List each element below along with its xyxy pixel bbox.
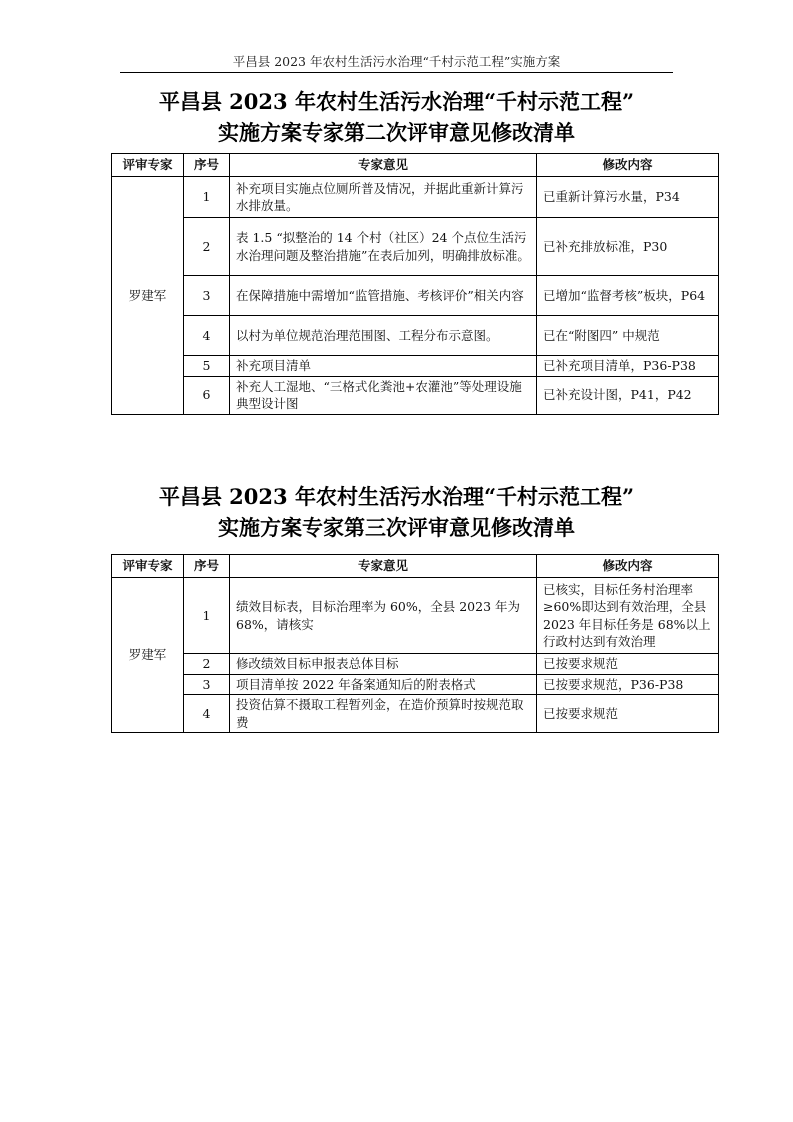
- expert-opinion: 在保障措施中需增加“监管措施、考核评价”相关内容: [230, 276, 537, 316]
- expert-name: 罗建军: [112, 177, 184, 415]
- expert-opinion: 表 1.5 “拟整治的 14 个村（社区）24 个点位生活污水治理问题及整治措施”在表后加列，明确排放标准。: [230, 218, 537, 276]
- revision-content: 已补充设计图，P41，P42: [537, 376, 719, 414]
- row-number: 1: [184, 578, 230, 654]
- row-number: 3: [184, 276, 230, 316]
- revision-content: 已重新计算污水量，P34: [537, 177, 719, 218]
- expert-opinion: 修改绩效目标申报表总体目标: [230, 654, 537, 675]
- revision-content: 已按要求规范，P36-P38: [537, 674, 719, 695]
- table-row: [112, 654, 719, 675]
- table-row: [112, 578, 719, 654]
- section2-table: [111, 153, 719, 415]
- table-header-row: [112, 555, 719, 578]
- expert-opinion: 以村为单位规范治理范围图、工程分布示意图。: [230, 316, 537, 356]
- row-number: 4: [184, 316, 230, 356]
- running-header: 平昌县 2023 年农村生活污水治理“千村示范工程”实施方案: [232, 54, 561, 69]
- section3-table: [111, 554, 719, 733]
- section3-title-line2: 实施方案专家第三次评审意见修改清单: [218, 515, 575, 540]
- section3-title: [0, 481, 793, 543]
- section2-title: [0, 86, 793, 148]
- table-row: [112, 218, 719, 276]
- col-header-opinion: 专家意见: [230, 154, 537, 177]
- table-row: [112, 376, 719, 414]
- col-header-opinion: 专家意见: [230, 555, 537, 578]
- expert-opinion: 项目清单按 2022 年备案通知后的附表格式: [230, 674, 537, 695]
- table-row: [112, 316, 719, 356]
- col-header-no: 序号: [184, 555, 230, 578]
- col-header-expert: 评审专家: [112, 555, 184, 578]
- row-number: 3: [184, 674, 230, 695]
- table-row: [112, 356, 719, 377]
- row-number: 2: [184, 218, 230, 276]
- row-number: 4: [184, 695, 230, 733]
- col-header-revision: 修改内容: [537, 154, 719, 177]
- revision-content: 已补充排放标准，P30: [537, 218, 719, 276]
- table-row: [112, 695, 719, 733]
- col-header-no: 序号: [184, 154, 230, 177]
- expert-opinion: 补充人工湿地、“三格式化粪池+农灌池”等处理设施典型设计图: [230, 376, 537, 414]
- expert-opinion: 补充项目清单: [230, 356, 537, 377]
- revision-content: 已按要求规范: [537, 654, 719, 675]
- row-number: 5: [184, 356, 230, 377]
- revision-content: 已核实，目标任务村治理率≥60%即达到有效治理，全县 2023 年目标任务是 68%以上行政村达到有效治理: [537, 578, 719, 654]
- section2-title-line2: 实施方案专家第二次评审意见修改清单: [218, 120, 575, 145]
- section3-title-line1: 平昌县 2023 年农村生活污水治理“千村示范工程”: [158, 484, 635, 509]
- row-number: 2: [184, 654, 230, 675]
- row-number: 6: [184, 376, 230, 414]
- row-number: 1: [184, 177, 230, 218]
- revision-content: 已按要求规范: [537, 695, 719, 733]
- table-row: [112, 276, 719, 316]
- expert-opinion: 投资估算不摄取工程暂列金，在造价预算时按规范取费: [230, 695, 537, 733]
- table-row: [112, 177, 719, 218]
- header-rule: [120, 72, 673, 73]
- col-header-revision: 修改内容: [537, 555, 719, 578]
- expert-opinion: 绩效目标表，目标治理率为 60%，全县 2023 年为 68%，请核实: [230, 578, 537, 654]
- table-header-row: [112, 154, 719, 177]
- revision-content: 已补充项目清单，P36-P38: [537, 356, 719, 377]
- expert-opinion: 补充项目实施点位厕所普及情况，并据此重新计算污水排放量。: [230, 177, 537, 218]
- revision-content: 已在“附图四” 中规范: [537, 316, 719, 356]
- revision-content: 已增加“监督考核”板块，P64: [537, 276, 719, 316]
- table-row: [112, 674, 719, 695]
- expert-name: 罗建军: [112, 578, 184, 733]
- section2-title-line1: 平昌县 2023 年农村生活污水治理“千村示范工程”: [158, 89, 635, 114]
- col-header-expert: 评审专家: [112, 154, 184, 177]
